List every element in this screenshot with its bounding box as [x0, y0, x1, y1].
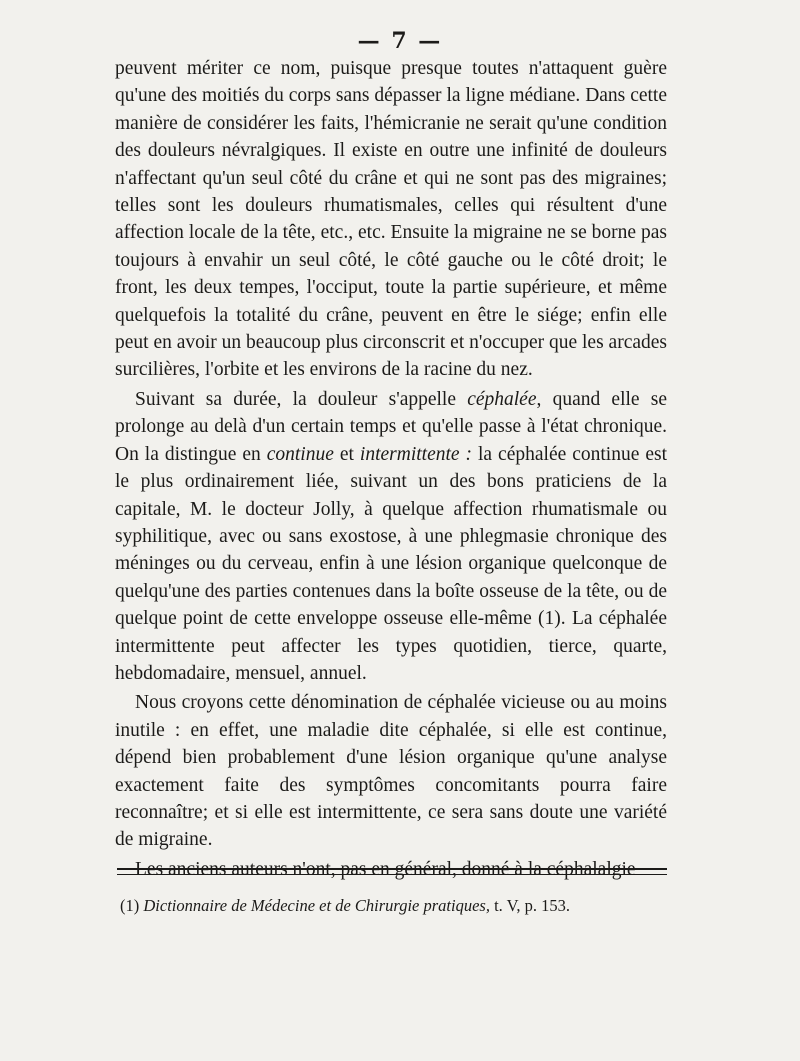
term-intermittente: intermittente : [359, 443, 473, 465]
footnote-marker: (1) [120, 896, 140, 915]
footnote-rule-thin [117, 874, 667, 875]
footnote-rule-thick [117, 868, 667, 870]
footnote [120, 896, 570, 916]
footnote-reference: t. V, p. 153. [494, 896, 571, 915]
footnote-title: Dictionnaire de Médecine et de Chirurgie pratiques, [143, 896, 490, 915]
body-text [115, 55, 667, 885]
paragraph-4: Les anciens auteurs n'ont, pas en général, donné à la céphalalgie [135, 858, 636, 880]
paragraph-2-part-4: la céphalée continue est le plus ordinairement liée, suivant un des bons praticiens de la capitale, M. le docteur Jolly, à quelque affection rhumatismale ou syphilitique, avec ou sans exostose, à une phlegmasie chronique des méninges ou du cerveau, enfin à une lésion organique quelconque de quelqu'une des parties contenues dans la boîte osseuse de la tête, ou de quelque point de cette enveloppe osseuse elle-même (1). La céphalée intermittente peut affecter les types quotidien, tierce, quarte, hebdomadaire, mensuel, annuel. [115, 443, 668, 684]
page-number: — 7 — [357, 28, 443, 54]
paragraph-3: Nous croyons cette dénomination de céphalée vicieuse ou au moins inutile : en effet, une maladie dite céphalée, si elle est continue, dépend bien probablement d'une lésion organique qu'une analyse exactement faite des symptômes concomitants pourra faire reconnaître; et si elle est intermittente, ce sera sans doute une variété de migraine. [115, 692, 667, 851]
term-cephalee: céphalée [467, 388, 537, 410]
paragraph-2-part-2: , quand elle se prolonge au delà d'un certain temps et qu'elle passe à l'état chronique. On la distingue en [115, 388, 667, 465]
paragraph-1: peuvent mériter ce nom, puisque presque toutes n'attaquent guère qu'une des moitiés du corps sans dépasser la ligne médiane. Dans cette manière de considérer les faits, l'hémicranie ne serait qu'une condition des douleurs névralgiques. Il existe en outre une infinité de douleurs n'affectant qu'un seul côté du crâne et qui ne sont pas des migraines; telles sont les douleurs rhumatismales, celles qui résultent d'une affection locale de la tête, etc., etc. Ensuite la migraine ne se borne pas toujours à envahir un seul côté, le côté gauche ou le côté droit; le front, les deux tempes, l'occiput, toute la partie supérieure, et même quelquefois la totalité du crâne, peuvent en être le siége; enfin elle peut en avoir un beaucoup plus circonscrit et n'occuper que les arcades surcilières, l'orbite et les environs de la racine du nez. [115, 58, 667, 381]
paragraph-2-part-3: et [333, 443, 360, 465]
paragraph-2 [115, 386, 667, 687]
paragraph-2-part-1: Suivant sa durée, la douleur s'appelle [135, 388, 468, 410]
term-continue: continue [266, 443, 334, 465]
